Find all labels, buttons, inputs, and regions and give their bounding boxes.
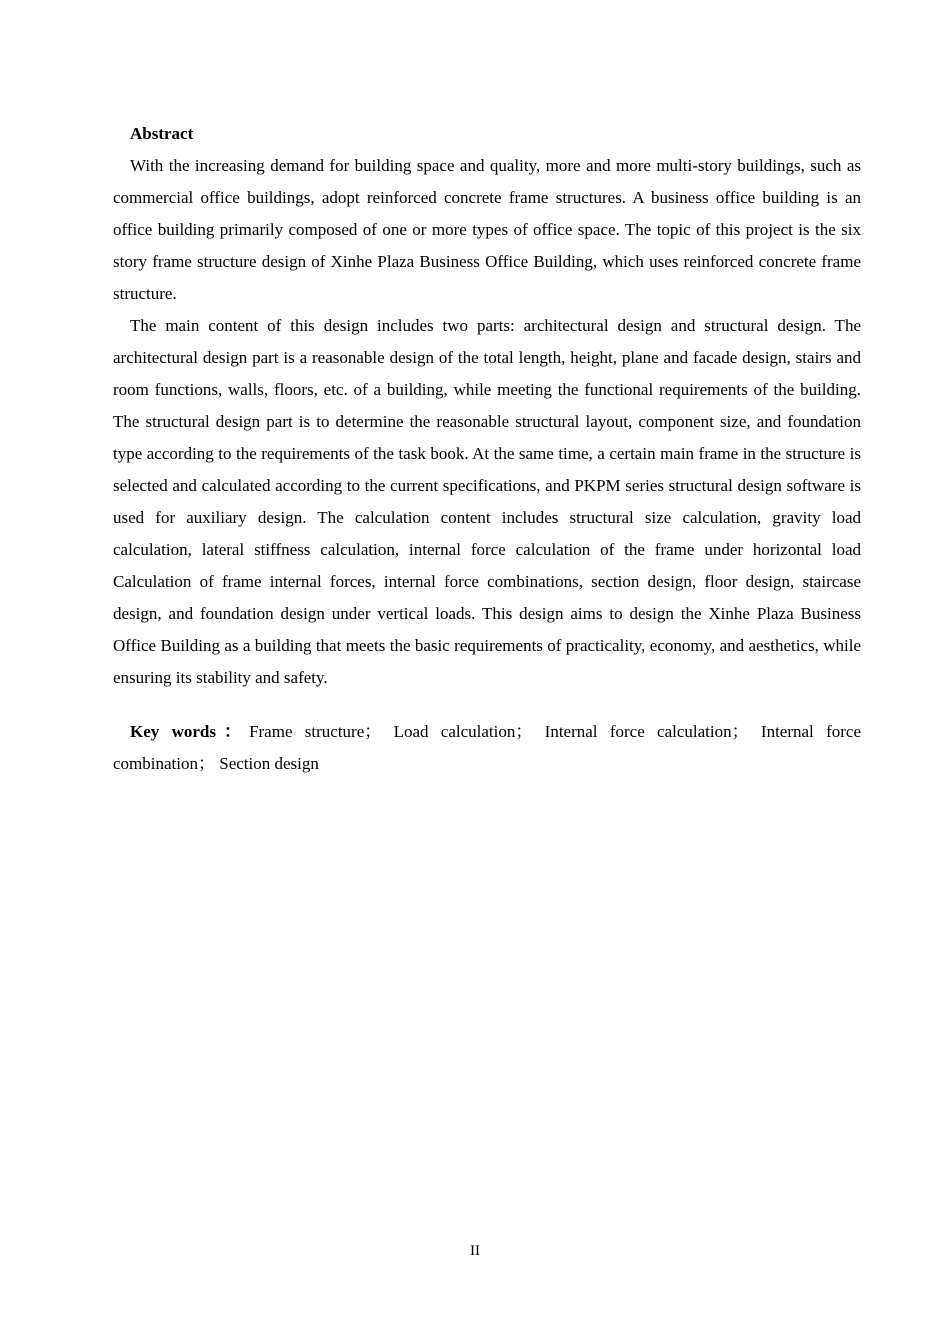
- abstract-paragraph-1: With the increasing demand for building space and quality, more and more multi-story buildings, such as commercial office buildings, adopt reinforced concrete frame structures. A business office building is an office building primarily composed of one or more types of office space. The topic of this project is the six story frame structure design of Xinhe Plaza Business Office Building, which uses reinforced concrete frame structure.: [113, 156, 861, 303]
- abstract-heading: Abstract: [130, 124, 194, 143]
- keywords-text: Frame structure； Load calculation； Internal force calculation； Internal force combination； Section design: [113, 722, 861, 773]
- keywords-paragraph: [113, 716, 861, 780]
- abstract-paragraph-2: The main content of this design includes two parts: architectural design and structural design. The architectural design part is a reasonable design of the total length, height, plane and facade design, stairs and room functions, walls, floors, etc. of a building, while meeting the functional requirements of the building. The structural design part is to determine the reasonable structural layout, component size, and foundation type according to the requirements of the task book. At the same time, a certain main frame in the structure is selected and calculated according to the current specifications, and PKPM series structural design software is used for auxiliary design. The calculation content includes structural size calculation, gravity load calculation, lateral stiffness calculation, internal force calculation of the frame under horizontal load Calculation of frame internal forces, internal force combinations, section design, floor design, staircase design, and foundation design under vertical loads. This design aims to design the Xinhe Plaza Business Office Building as a building that meets the basic requirements of practicality, economy, and aesthetics, while ensuring its stability and safety.: [113, 316, 861, 687]
- page-number: II: [470, 1243, 480, 1259]
- keywords-label: Key words：: [130, 722, 250, 741]
- abstract-content: [113, 118, 861, 780]
